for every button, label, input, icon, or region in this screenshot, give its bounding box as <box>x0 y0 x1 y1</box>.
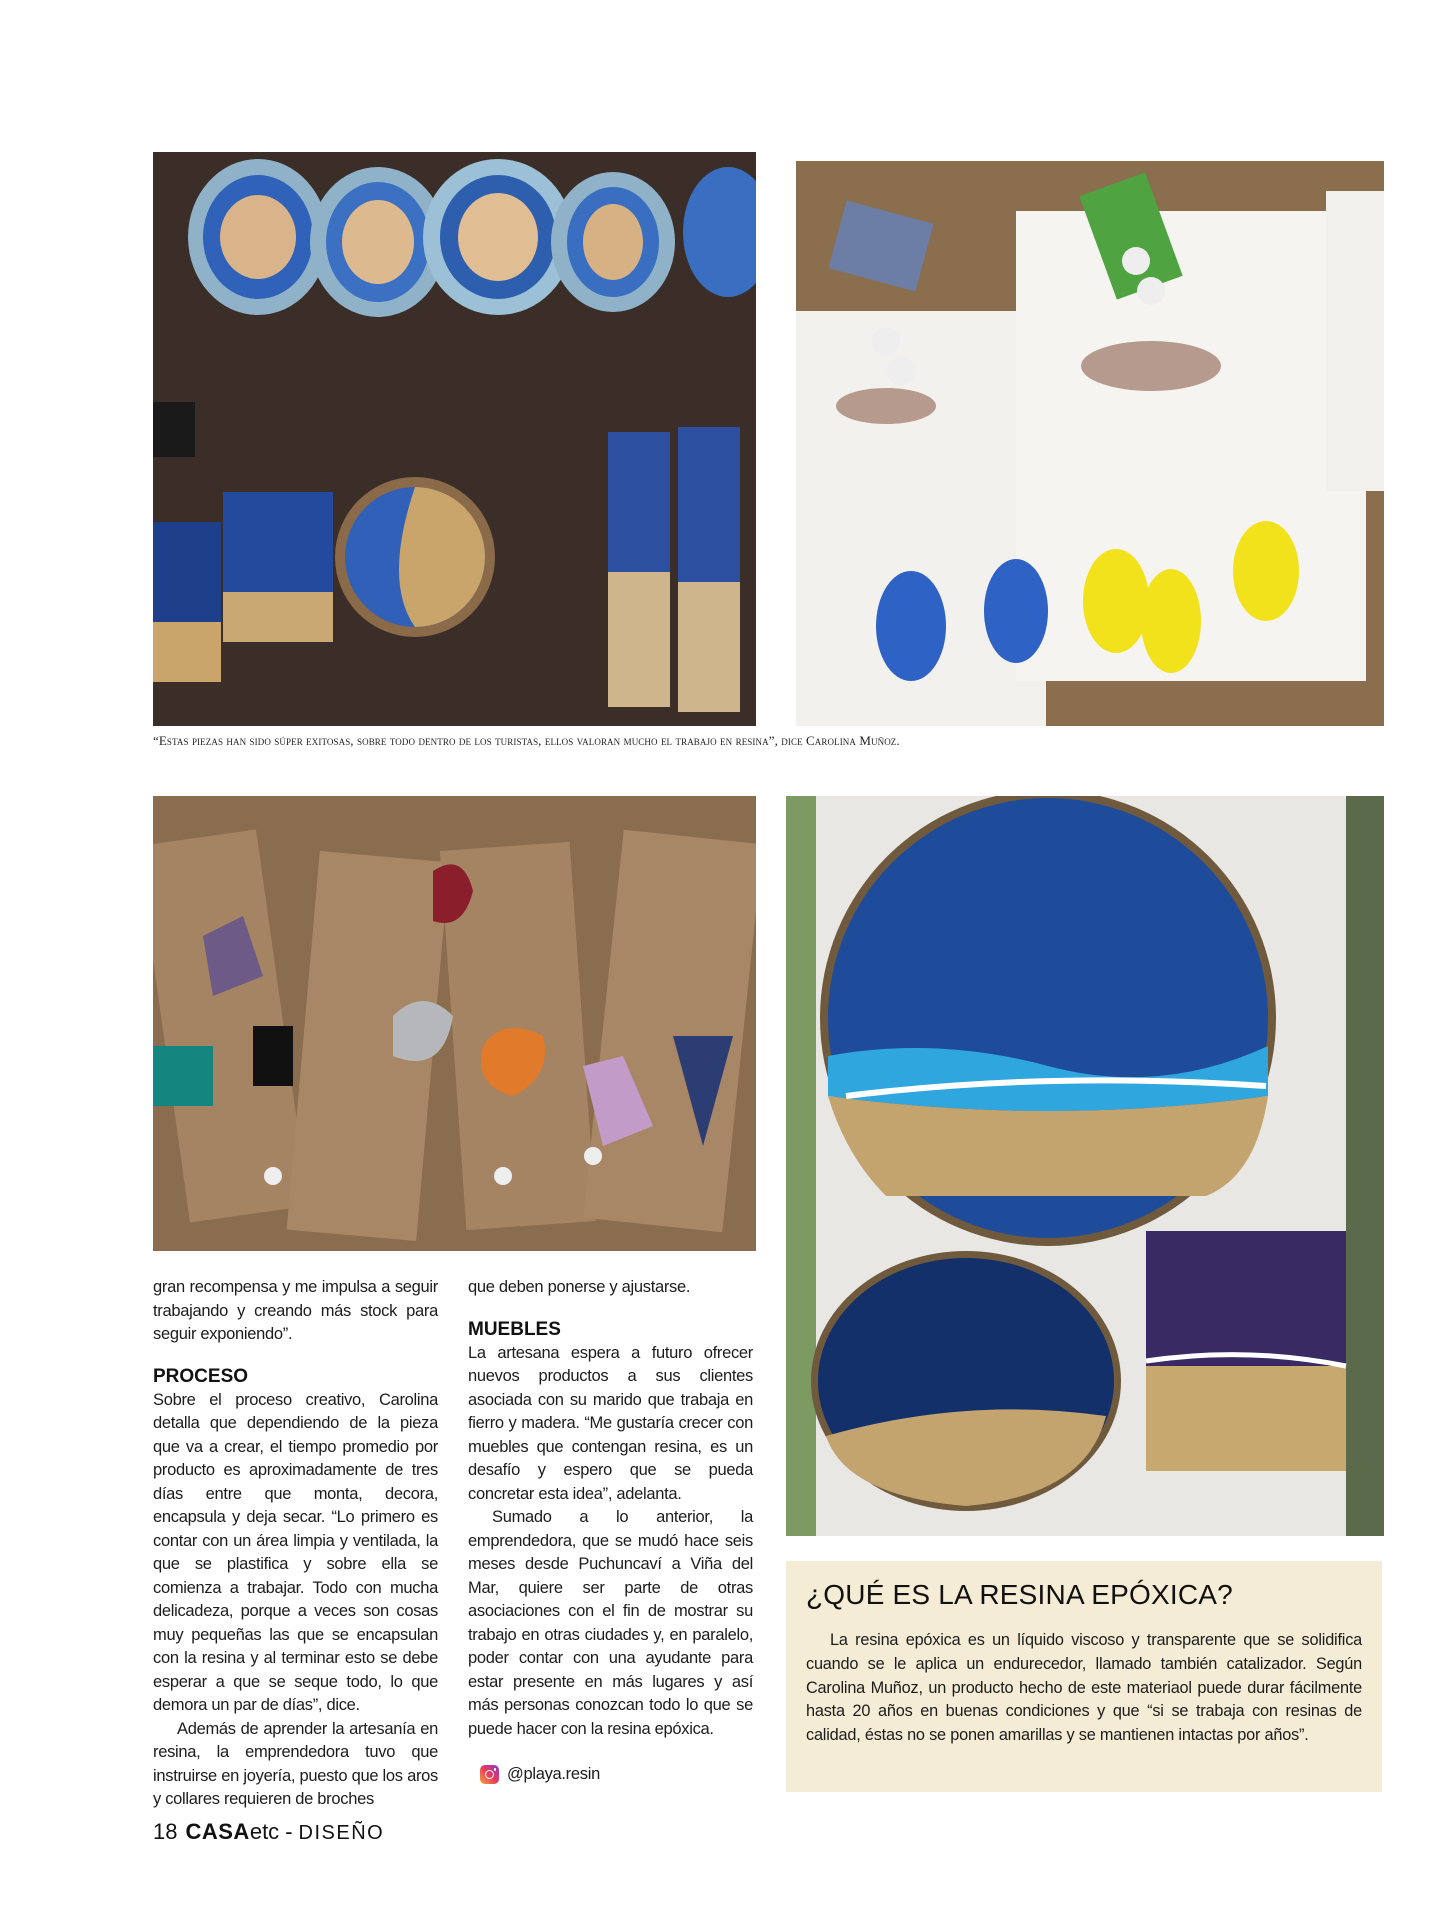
photo-coasters-bookmarks <box>153 152 756 726</box>
left-paragraph-3: Además de aprender la artesanía en resina, la emprendedora tuvo que instruirse en joyería, puesto que los aros y collares requieren de broches <box>153 1719 438 1808</box>
photo-letter-keychains <box>153 796 756 1251</box>
instagram-handle[interactable] <box>468 1763 753 1787</box>
middle-paragraph-3: Sumado a lo anterior, la emprendedora, que se mudó hace seis meses desde Puchuncaví a Viña del Mar, quiere ser parte de otras asociaciones con el fin de mostrar su trabajo en otras ciudades y, en paralelo, poder contar con una ayudante para estar presente en más lugares y así más personas conozcan todo lo que se puede hacer con la resina epóxica. <box>468 1508 753 1738</box>
instagram-icon <box>480 1765 499 1784</box>
section-name: DISEÑO <box>298 1822 385 1844</box>
photo-gummy-earrings <box>796 161 1384 726</box>
middle-paragraph-2: La artesana espera a futuro ofrecer nuevos productos a sus clientes asociada con su marido que trabaja en fierro y madera. “Me gustaría crecer con muebles que contengan resina, es un desafío y espero que se pueda concretar esta idea”, adelanta. <box>468 1343 753 1503</box>
heading-proceso: PROCESO <box>153 1365 249 1387</box>
sidebar-title: ¿QUÉ ES LA RESINA EPÓXICA? <box>806 1579 1233 1610</box>
sidebar-box <box>786 1561 1382 1792</box>
heading-muebles: MUEBLES <box>468 1318 561 1340</box>
folio-separator: - <box>285 1819 293 1844</box>
magazine-brand: CASA <box>185 1819 250 1844</box>
page-number: 18 <box>153 1819 178 1844</box>
left-paragraph-1: gran recompensa y me impulsa a seguir trabajando y creando más stock para seguir exponiendo”. <box>153 1278 438 1343</box>
middle-column <box>468 1276 753 1787</box>
left-paragraph-2: Sobre el proceso creativo, Carolina detalla que dependiendo de la pieza que va a crear, el tiempo promedio por producto es aproximadamente de tres días entre que monta, decora, encapsula y deja secar. “Lo primero es contar con un área limpia y ventilada, la que se plastifica y sobre ella se comienza a trabajar. Todo con mucha delicadeza, porque a veces son cosas muy pequeñas las que se encapsulan con la resina y al terminar esto se debe esperar a que se seque todo, lo que demora un par de días”, dice. <box>153 1390 438 1714</box>
left-column <box>153 1276 438 1812</box>
magazine-brand-suffix: etc <box>249 1819 280 1844</box>
middle-paragraph-1: que deben ponerse y ajustarse. <box>468 1278 691 1296</box>
page-folio <box>153 1819 384 1845</box>
instagram-handle-text: @playa.resin <box>507 1765 600 1783</box>
sidebar-body: La resina epóxica es un líquido viscoso y transparente que se solidifica cuando se le aplica un endurecedor, llamado también catalizador. Según Carolina Muñoz, un producto hecho de este materiaol puede durar fácilmente hasta 20 años en buenas condiciones y que “si se trabaja con resinas de calidad, éstas no se ponen amarillas y se mantienen intactas por años”. <box>806 1631 1362 1745</box>
photo-beach-resin-art <box>786 796 1384 1536</box>
photo-caption: “Estas piezas han sido súper exitosas, sobre todo dentro de los turistas, ellos valoran mucho el trabajo en resina”, dice Carolina Muñoz. <box>153 733 900 748</box>
